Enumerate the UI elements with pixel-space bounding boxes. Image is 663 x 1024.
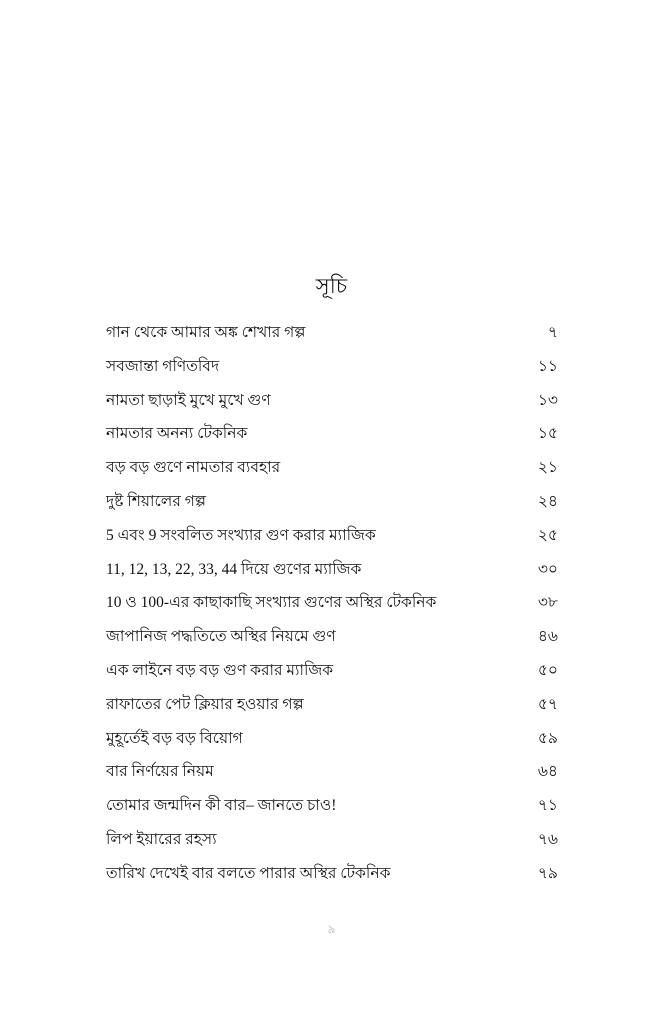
toc-entry[interactable] [106, 626, 558, 660]
toc-entry-page-number: ১১ [537, 357, 558, 375]
toc-entry[interactable] [106, 525, 558, 559]
toc-entry-title: 11, 12, 13, 22, 33, 44 দিয়ে গুণের ম্যাজিক [106, 560, 362, 578]
toc-entry-title: বার নির্ণয়ের নিয়ম [106, 763, 214, 781]
toc-entry[interactable] [106, 356, 558, 390]
toc-entry-title: নামতার অনন্য টেকনিক [106, 425, 248, 443]
toc-entry-page-number: ৩০ [537, 560, 558, 578]
toc-entry[interactable] [106, 694, 558, 728]
toc-entry-title: তোমার জন্মদিন কী বার– জানতে চাও! [106, 797, 337, 815]
toc-entry-page-number: ১৩ [537, 391, 558, 409]
toc-entry-title: এক লাইনে বড় বড় গুণ করার ম্যাজিক [106, 661, 334, 679]
toc-entry-title: মুহূর্তেই বড় বড় বিয়োগ [106, 729, 243, 747]
toc-entry-title: সবজান্তা গণিতবিদ [106, 357, 220, 375]
toc-entry-title: 10 ও 100-এর কাছাকাছি সংখ্যার গুণের অস্থির টেকনিক [106, 594, 437, 612]
toc-entry-page-number: ৭১ [537, 797, 558, 815]
toc-entry-title: রাফাতের পেট ক্লিয়ার হওয়ার গল্প [106, 695, 304, 713]
toc-entry-title: নামতা ছাড়াই মুখে মুখে গুণ [106, 391, 271, 409]
toc-list [106, 322, 558, 897]
toc-entry[interactable] [106, 423, 558, 457]
toc-entry-page-number: ৩৮ [537, 594, 558, 612]
toc-entry[interactable] [106, 660, 558, 694]
toc-entry-page-number: ৪৬ [537, 628, 558, 646]
toc-entry-title: বড় বড় গুণে নামতার ব্যবহার [106, 459, 281, 477]
toc-entry[interactable] [106, 390, 558, 424]
toc-entry[interactable] [106, 795, 558, 829]
page-title: সূচি [315, 274, 348, 298]
toc-entry-title: গান থেকে আমার অঙ্ক শেখার গল্প [106, 324, 306, 341]
toc-entry-page-number: ২৪ [537, 492, 558, 510]
toc-entry-title: জাপানিজ পদ্ধতিতে অস্থির নিয়মে গুণ [106, 628, 336, 646]
toc-entry[interactable] [106, 457, 558, 491]
toc-entry[interactable] [106, 863, 558, 897]
toc-entry[interactable] [106, 761, 558, 795]
toc-entry-page-number: ৫০ [537, 661, 558, 679]
toc-entry-title: তারিখ দেখেই বার বলতে পারার অস্থির টেকনিক [106, 864, 391, 882]
toc-entry-title: লিপ ইয়ারের রহস্য [106, 830, 217, 848]
toc-entry-page-number: ৭৬ [537, 830, 558, 848]
toc-entry[interactable] [106, 829, 558, 863]
toc-entry[interactable] [106, 592, 558, 626]
toc-entry[interactable] [106, 322, 558, 356]
toc-entry-page-number: ৬৪ [537, 763, 558, 781]
toc-entry-page-number: ৫৯ [537, 729, 558, 747]
toc-entry-title: দুষ্ট শিয়ালের গল্প [106, 492, 206, 510]
toc-entry-page-number: ২১ [537, 459, 558, 477]
toc-entry[interactable] [106, 728, 558, 762]
toc-entry-page-number: ৭৯ [537, 864, 558, 882]
toc-entry-page-number: ২৫ [537, 526, 558, 544]
toc-entry[interactable] [106, 491, 558, 525]
toc-entry[interactable] [106, 559, 558, 593]
toc-entry-title: 5 এবং 9 সংবলিত সংখ্যার গুণ করার ম্যাজিক [106, 526, 376, 544]
toc-entry-page-number: ১৫ [537, 425, 558, 443]
page-folio: ৯ [327, 922, 336, 936]
toc-entry-page-number: ৫৭ [537, 695, 558, 713]
toc-entry-page-number: ৭ [547, 324, 558, 341]
